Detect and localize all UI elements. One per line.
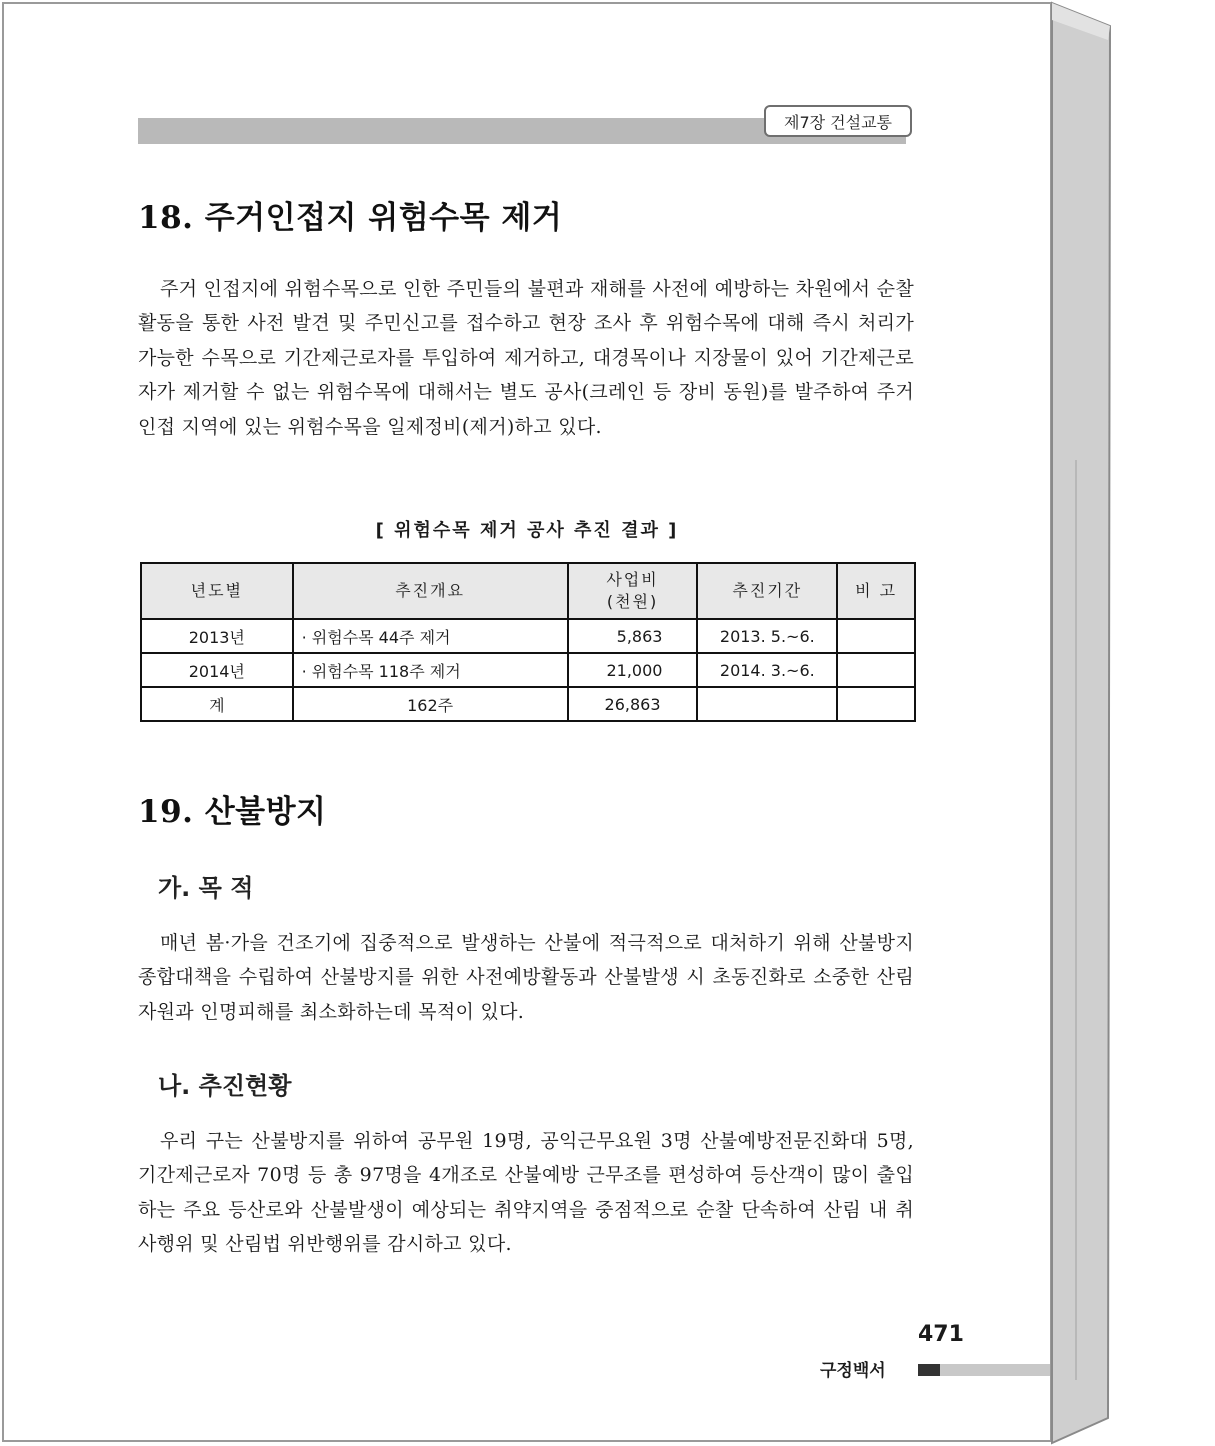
removal-results-table bbox=[140, 562, 916, 722]
subsection-a-title: 가. 목 적 bbox=[158, 874, 254, 902]
header-year: 년도별 bbox=[141, 563, 293, 619]
footer-block bbox=[918, 1364, 940, 1376]
header-period: 추진기간 bbox=[697, 563, 837, 619]
cell-total-cost: 26,863 bbox=[568, 687, 698, 721]
cell-summary: · 위험수목 44주 제거 bbox=[293, 619, 568, 653]
table-row bbox=[141, 653, 915, 687]
cell-year: 2013년 bbox=[141, 619, 293, 653]
cell-period: 2014. 3.~6. bbox=[697, 653, 837, 687]
page-number: 471 bbox=[918, 1322, 964, 1347]
cell-total-label: 계 bbox=[141, 687, 293, 721]
table-row bbox=[141, 619, 915, 653]
section-18-title: 18. 주거인접지 위험수목 제거 bbox=[138, 200, 563, 236]
cell-total-period bbox=[697, 687, 837, 721]
cell-summary: · 위험수목 118주 제거 bbox=[293, 653, 568, 687]
cell-note bbox=[837, 619, 915, 653]
header-note: 비 고 bbox=[837, 563, 915, 619]
footer-bar bbox=[940, 1364, 1050, 1376]
header-summary: 추진개요 bbox=[293, 563, 568, 619]
book-spine bbox=[1050, 0, 1215, 1446]
header-cost: 사업비 (천원) bbox=[568, 563, 698, 619]
cell-cost: 5,863 bbox=[568, 619, 698, 653]
cell-note bbox=[837, 653, 915, 687]
subsection-b-title: 나. 추진현황 bbox=[158, 1072, 292, 1100]
subsection-a-paragraph: 매년 봄·가을 건조기에 집중적으로 발생하는 산불에 적극적으로 대처하기 위해 산불방지 종합대책을 수립하여 산불방지를 위한 사전예방활동과 산불발생 시 초동진화로 소중한 산림자원과 인명피해를 최소화하는데 목적이 있다. bbox=[138, 932, 914, 1023]
cell-year: 2014년 bbox=[141, 653, 293, 687]
cell-cost: 21,000 bbox=[568, 653, 698, 687]
cell-total-count: 162주 bbox=[293, 687, 568, 721]
subsection-b-paragraph: 우리 구는 산불방지를 위하여 공무원 19명, 공익근무요원 3명 산불예방전문진화대 5명, 기간제근로자 70명 등 총 97명을 4개조로 산불예방 근무조를 편성하여 등산객이 많이 출입하는 주요 등산로와 산불발생이 예상되는 취약지역을 중점적으로 순찰 단속하여 산림 내 취사행위 및 산림법 위반행위를 감시하고 있다. bbox=[138, 1130, 914, 1256]
book-title: 구정백서 bbox=[820, 1361, 886, 1381]
table-caption: [ 위험수목 제거 공사 추진 결과 ] bbox=[375, 520, 679, 541]
table-total-row bbox=[141, 687, 915, 721]
section-18-paragraph: 주거 인접지에 위험수목으로 인한 주민들의 불편과 재해를 사전에 예방하는 차원에서 순찰활동을 통한 사전 발견 및 주민신고를 접수하고 현장 조사 후 위험수목에 대해 즉시 처리가 가능한 수목으로 기간제근로자를 투입하여 제거하고, 대경목이나 지장물이 있어 기간제근로자가 제거할 수 없는 위험수목에 대해서는 별도 공사(크레인 등 장비 동원)를 발주하여 주거인접 지역에 있는 위험수목을 일제정비(제거)하고 있다. bbox=[138, 278, 914, 438]
section-19-title: 19. 산불방지 bbox=[138, 794, 327, 830]
cell-total-note bbox=[837, 687, 915, 721]
chapter-tab: 제7장 건설교통 bbox=[764, 105, 912, 137]
cell-period: 2013. 5.~6. bbox=[697, 619, 837, 653]
table-header-row bbox=[141, 563, 915, 619]
